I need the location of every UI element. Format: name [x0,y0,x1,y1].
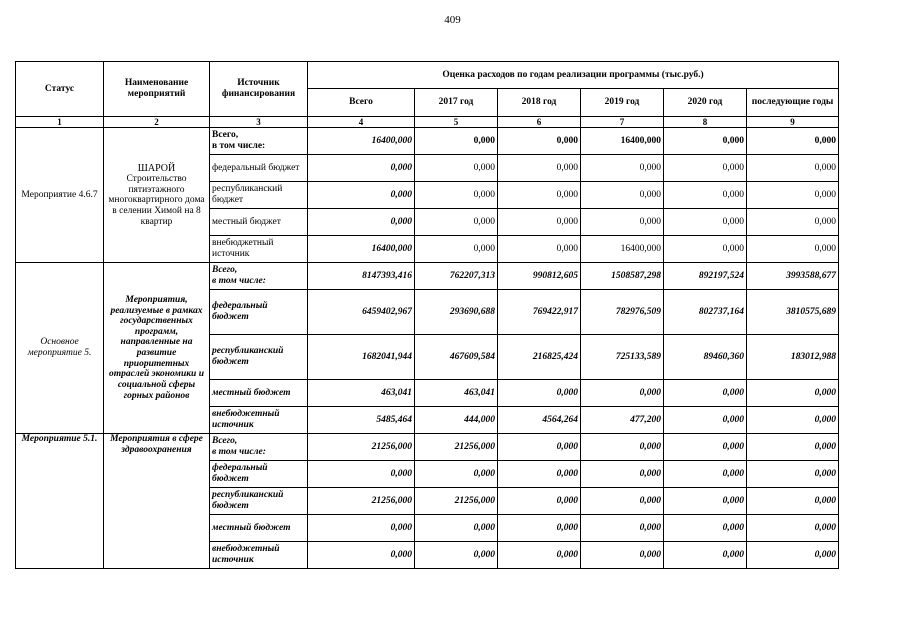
header-year: 2019 год [581,89,664,117]
amount-cell: 0,000 [498,515,581,542]
amount-cell: 0,000 [415,542,498,569]
amount-cell: 0,000 [664,128,747,155]
amount-cell: 769422,917 [498,290,581,335]
amount-cell: 1682041,944 [308,335,415,380]
amount-cell: 0,000 [498,461,581,488]
amount-cell: 0,000 [581,461,664,488]
column-number: 7 [581,117,664,128]
status-cell: Основное мероприятие 5. [16,263,104,434]
amount-cell: 802737,164 [664,290,747,335]
amount-cell: 0,000 [664,380,747,407]
amount-cell: 0,000 [747,407,839,434]
amount-cell: 3810575,689 [747,290,839,335]
amount-cell: 0,000 [498,155,581,182]
amount-cell: 0,000 [664,488,747,515]
amount-cell: 0,000 [747,461,839,488]
amount-cell: 0,000 [747,515,839,542]
status-cell: Мероприятие 4.6.7 [16,128,104,263]
header-status: Статус [16,62,104,117]
header-estimate: Оценка расходов по годам реализации программы (тыс.руб.) [308,62,839,89]
amount-cell: 4564,264 [498,407,581,434]
amount-cell: 89460,360 [664,335,747,380]
measure-name: Строительство пятиэтажного многоквартирного дома в селении Химой на 8 квартир [108,174,205,227]
amount-cell: 16400,000 [581,236,664,263]
funding-source-cell: федеральный бюджет [210,461,308,488]
header-year: последующие годы [747,89,839,117]
column-number-row [16,117,839,128]
amount-cell: 1508587,298 [581,263,664,290]
amount-cell: 0,000 [581,182,664,209]
page-number: 409 [444,14,461,26]
amount-cell: 8147393,416 [308,263,415,290]
funding-source-cell: Всего, в том числе: [210,128,308,155]
amount-cell: 0,000 [664,209,747,236]
amount-cell: 0,000 [747,380,839,407]
amount-cell: 0,000 [498,488,581,515]
funding-source-cell: республиканский бюджет [210,335,308,380]
amount-cell: 467609,584 [415,335,498,380]
column-number: 4 [308,117,415,128]
amount-cell: 477,200 [581,407,664,434]
amount-cell: 5485,464 [308,407,415,434]
amount-cell: 0,000 [581,155,664,182]
amount-cell: 0,000 [308,515,415,542]
amount-cell: 0,000 [498,434,581,461]
measure-name-cell [104,434,210,569]
amount-cell: 0,000 [498,236,581,263]
amount-cell: 0,000 [664,434,747,461]
amount-cell: 0,000 [664,407,747,434]
amount-cell: 3993588,677 [747,263,839,290]
header-year: 2020 год [664,89,747,117]
amount-cell: 0,000 [747,209,839,236]
amount-cell: 21256,000 [308,488,415,515]
budget-table [15,61,839,569]
column-number: 8 [664,117,747,128]
stamp-text: ШАРОЙ [137,162,176,174]
amount-cell: 0,000 [581,542,664,569]
amount-cell: 293690,688 [415,290,498,335]
funding-source-cell: Всего, в том числе: [210,263,308,290]
funding-source-cell: республиканский бюджет [210,182,308,209]
table-row [16,128,839,155]
amount-cell: 0,000 [747,236,839,263]
column-number: 6 [498,117,581,128]
column-number: 3 [210,117,308,128]
column-number: 9 [747,117,839,128]
amount-cell: 0,000 [308,461,415,488]
amount-cell: 782976,509 [581,290,664,335]
funding-source-cell: республиканский бюджет [210,488,308,515]
column-number: 5 [415,117,498,128]
amount-cell: 0,000 [308,155,415,182]
amount-cell: 0,000 [581,209,664,236]
amount-cell: 0,000 [415,128,498,155]
funding-source-cell: местный бюджет [210,380,308,407]
funding-source-cell: федеральный бюджет [210,155,308,182]
amount-cell: 0,000 [664,461,747,488]
amount-cell: 16400,000 [308,128,415,155]
amount-cell: 0,000 [664,515,747,542]
amount-cell: 0,000 [664,155,747,182]
amount-cell: 21256,000 [308,434,415,461]
funding-source-cell: внебюджетный источник [210,236,308,263]
amount-cell: 183012,988 [747,335,839,380]
amount-cell: 0,000 [415,209,498,236]
amount-cell: 6459402,967 [308,290,415,335]
amount-cell: 0,000 [308,542,415,569]
amount-cell: 16400,000 [581,128,664,155]
amount-cell: 892197,524 [664,263,747,290]
column-number: 1 [16,117,104,128]
amount-cell: 0,000 [498,542,581,569]
amount-cell: 0,000 [747,128,839,155]
amount-cell: 21256,000 [415,488,498,515]
amount-cell: 444,000 [415,407,498,434]
amount-cell: 0,000 [308,182,415,209]
amount-cell: 0,000 [581,380,664,407]
amount-cell: 0,000 [415,155,498,182]
amount-cell: 725133,589 [581,335,664,380]
amount-cell: 0,000 [415,515,498,542]
amount-cell: 216825,424 [498,335,581,380]
funding-source-cell: федеральный бюджет [210,290,308,335]
amount-cell: 0,000 [498,128,581,155]
measure-name-cell [104,128,210,263]
funding-source-cell: внебюджетный источник [210,542,308,569]
amount-cell: 990812,605 [498,263,581,290]
amount-cell: 0,000 [747,155,839,182]
amount-cell: 0,000 [308,209,415,236]
funding-source-cell: местный бюджет [210,209,308,236]
amount-cell: 463,041 [415,380,498,407]
amount-cell: 0,000 [747,434,839,461]
amount-cell: 463,041 [308,380,415,407]
amount-cell: 0,000 [415,236,498,263]
header-year: 2018 год [498,89,581,117]
amount-cell: 0,000 [664,542,747,569]
amount-cell: 0,000 [747,542,839,569]
table-row [16,434,839,461]
amount-cell: 0,000 [664,182,747,209]
amount-cell: 0,000 [664,236,747,263]
table-row [16,263,839,290]
funding-source-cell: местный бюджет [210,515,308,542]
measure-name: Мероприятия в сфере здравоохранения [110,434,203,455]
header-year: Всего [308,89,415,117]
header-source: Источник финансирования [210,62,308,117]
amount-cell: 0,000 [498,209,581,236]
amount-cell: 0,000 [747,182,839,209]
amount-cell: 0,000 [415,182,498,209]
amount-cell: 0,000 [581,434,664,461]
measure-name-cell [104,263,210,434]
amount-cell: 21256,000 [415,434,498,461]
funding-source-cell: внебюджетный источник [210,407,308,434]
amount-cell: 0,000 [747,488,839,515]
measure-name: Мероприятия, реализуемые в рамках государственных программ, направленные на развитие приоритетных отраслей экономики и социальной сферы горных районов [109,294,204,401]
amount-cell: 0,000 [581,515,664,542]
status-cell: Мероприятие 5.1. [16,434,104,569]
header-year: 2017 год [415,89,498,117]
amount-cell: 762207,313 [415,263,498,290]
column-number: 2 [104,117,210,128]
amount-cell: 0,000 [498,380,581,407]
amount-cell: 0,000 [498,182,581,209]
header-name: Наименование мероприятий [104,62,210,117]
amount-cell: 16400,000 [308,236,415,263]
amount-cell: 0,000 [581,488,664,515]
amount-cell: 0,000 [415,461,498,488]
funding-source-cell: Всего, в том числе: [210,434,308,461]
